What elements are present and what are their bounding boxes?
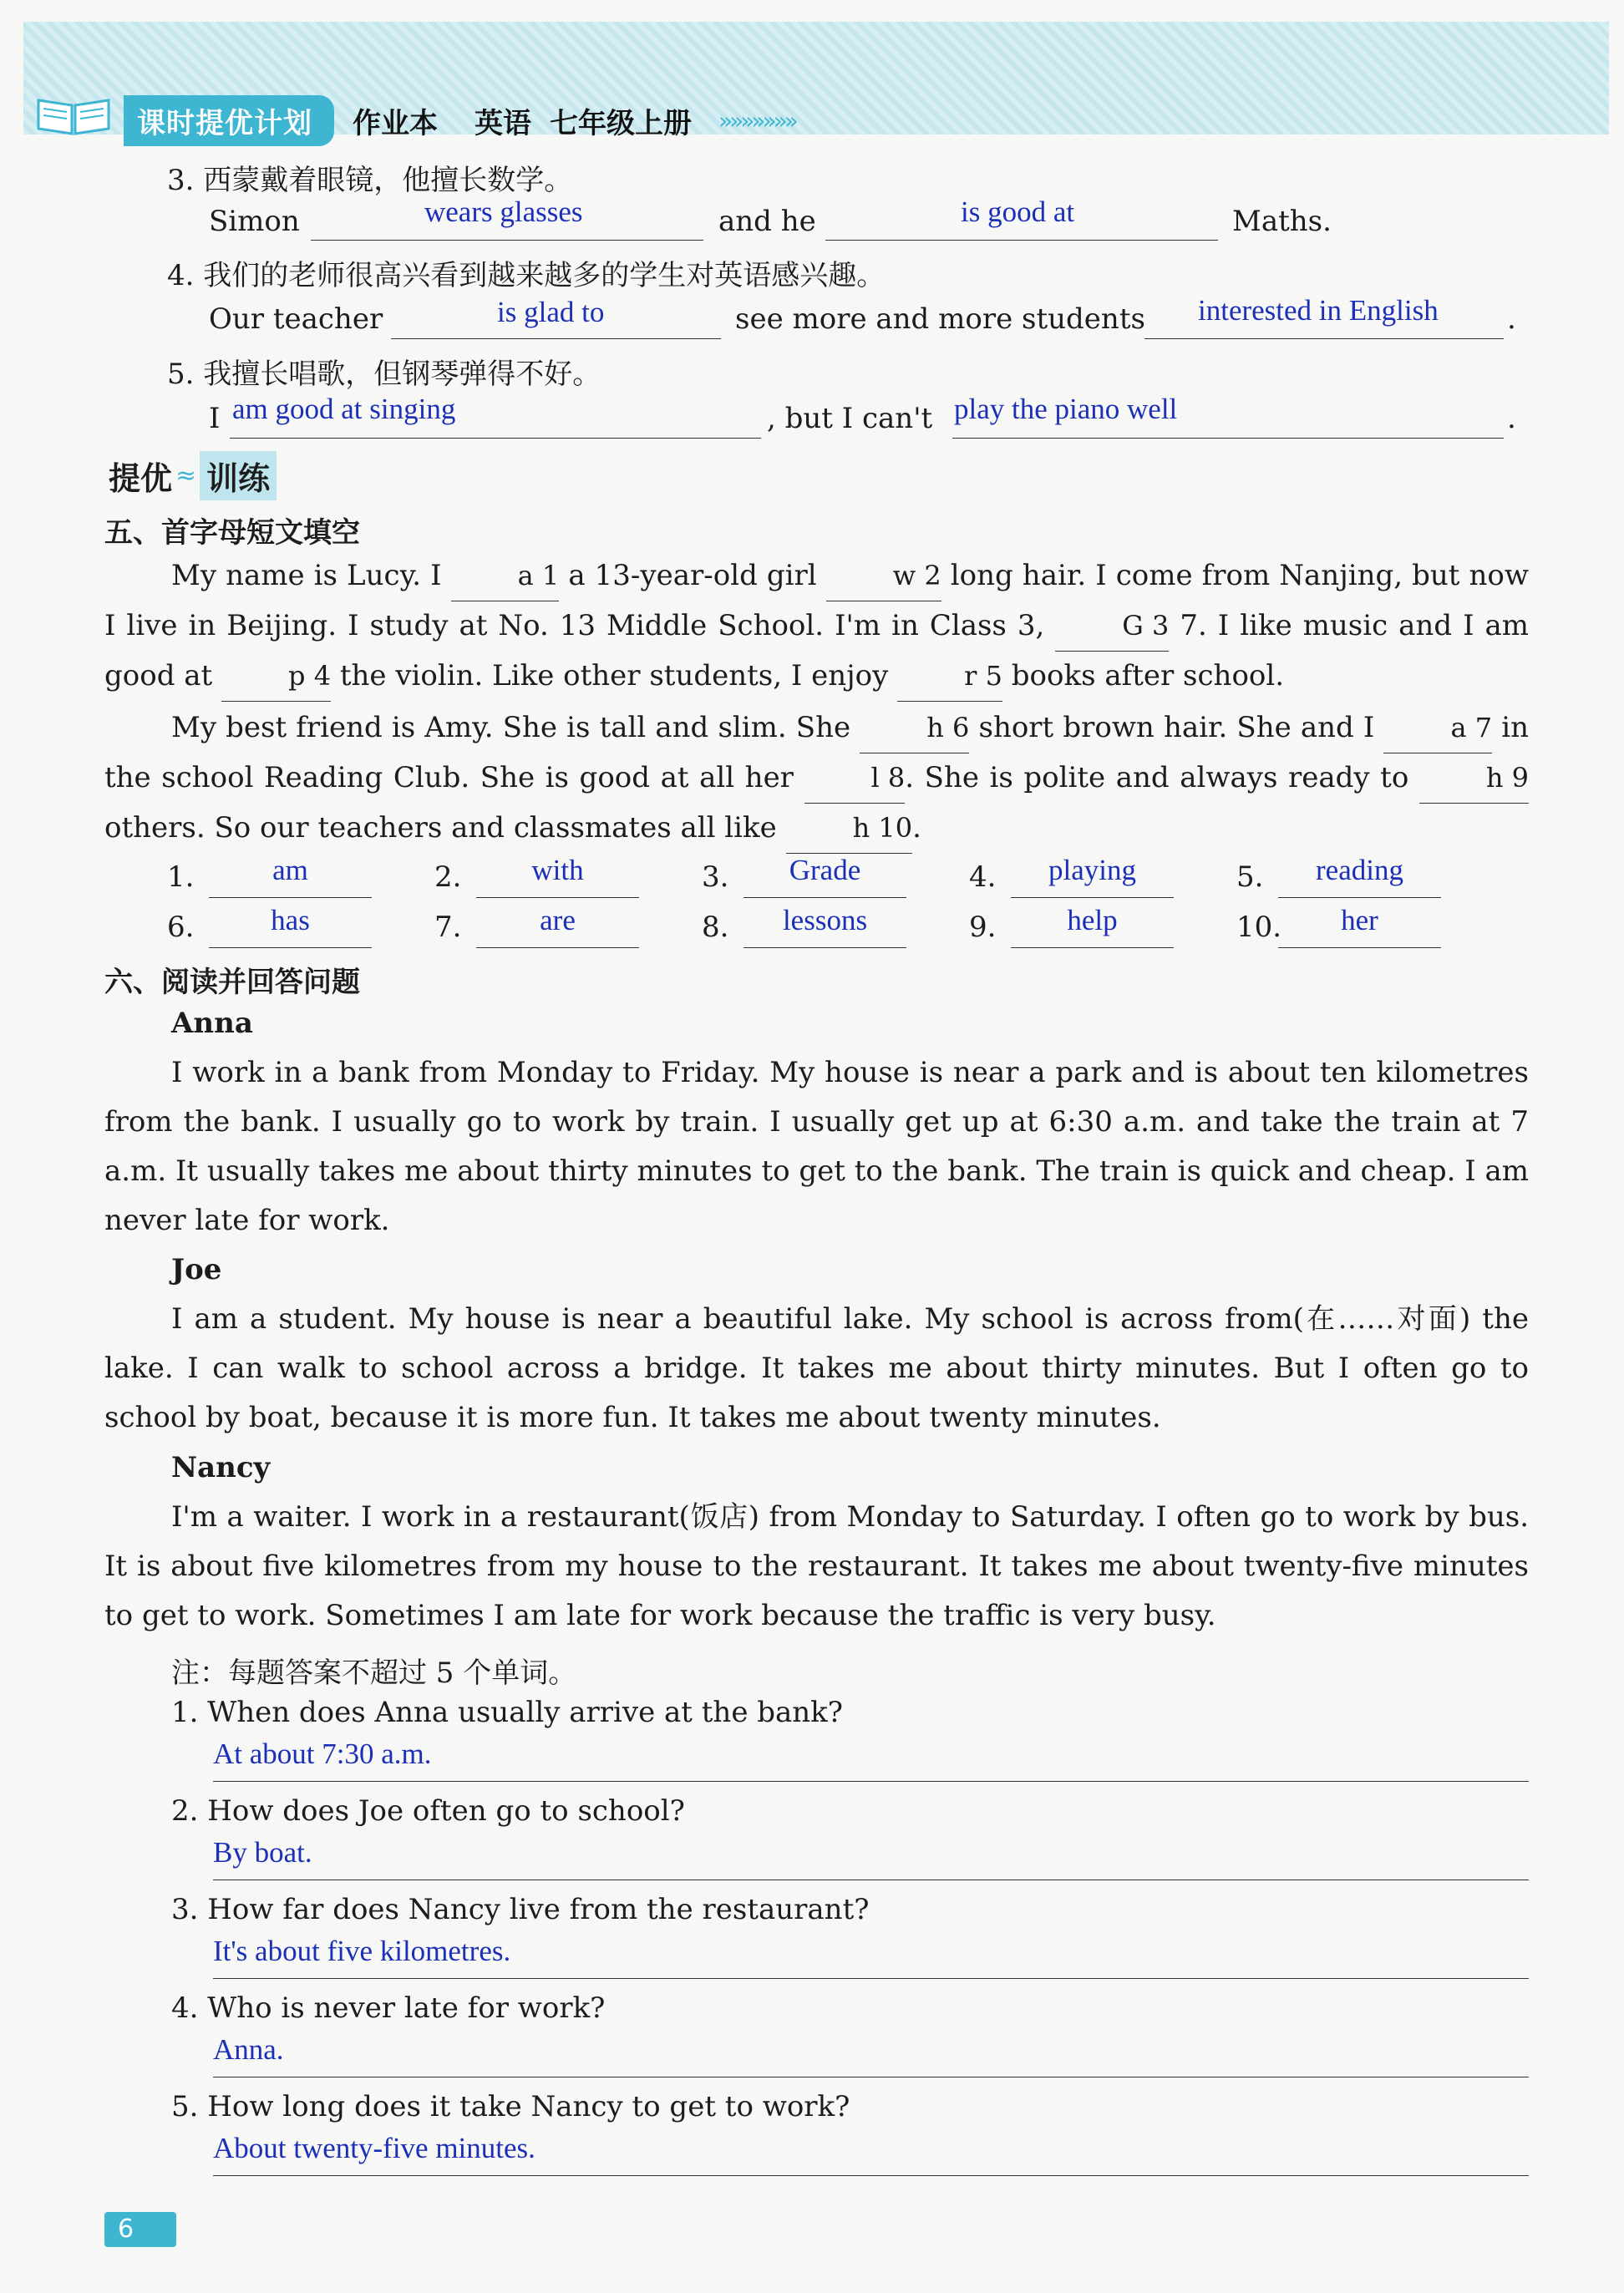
q5-blank-1 xyxy=(230,436,761,439)
text: the violin. Like other students, I enjoy xyxy=(331,659,898,692)
chevron-right-icon: » xyxy=(157,2214,175,2247)
text: My name is Lucy. I xyxy=(171,559,451,592)
section5-paragraph-1 xyxy=(104,551,1529,702)
blank-7: a 7 xyxy=(1383,703,1492,753)
question-text: 5. How long does it take Nancy to get to work? xyxy=(171,2090,850,2123)
answer-value: with xyxy=(531,854,584,886)
answer-blank xyxy=(743,946,906,948)
q4-blank-1 xyxy=(391,337,721,339)
anna-text: I work in a bank from Monday to Friday. My house is near a park and is about ten kilometres from the bank. I usually go to work by train. I usually get up at 6:30 a.m. and take the train at 7 a.m. It usually takes me about thirty minutes to get to the bank. The train is quick and cheap. I am never late for work. xyxy=(104,1056,1529,1237)
answer-blank xyxy=(209,946,372,948)
answer-blank xyxy=(209,895,372,898)
blank-2: w 2 xyxy=(826,551,941,601)
text: short brown hair. She and I xyxy=(969,711,1384,744)
q3-prefix: Simon xyxy=(209,205,300,238)
page-number: 6 xyxy=(104,2212,176,2247)
section5-title: 五、首字母短文填空 xyxy=(104,516,360,550)
answer-value: her xyxy=(1341,904,1378,936)
blank-6: h 6 xyxy=(860,703,969,753)
nancy-name: Nancy xyxy=(171,1451,271,1484)
answer-blank xyxy=(743,895,906,898)
q3-answer-1: wears glasses xyxy=(424,195,583,228)
q3-blank-1 xyxy=(311,238,703,241)
answer-number: 6. xyxy=(167,911,195,944)
blank-10: h 10 xyxy=(786,804,913,854)
q3-chinese: 3. 西蒙戴着眼镜，他擅长数学。 xyxy=(167,164,573,197)
question-text: 1. When does Anna usually arrive at the bank? xyxy=(171,1696,844,1729)
q5-answer-1: am good at singing xyxy=(232,393,456,425)
answer-value: reading xyxy=(1316,854,1403,886)
note: 注：每题答案不超过 5 个单词。 xyxy=(171,1656,577,1690)
answer-value: are xyxy=(540,904,576,936)
q4-answer-2: interested in English xyxy=(1198,294,1439,327)
answer-line xyxy=(213,1878,1529,1880)
grade: 七年级上册 xyxy=(550,107,692,140)
answer-blank xyxy=(476,946,639,948)
tiyou-label: 提优 xyxy=(109,460,173,497)
q5-answer-2: play the piano well xyxy=(954,393,1178,425)
question-text: 4. Who is never late for work? xyxy=(171,1991,606,2025)
page-header xyxy=(23,22,1609,140)
answer-number: 5. xyxy=(1236,860,1264,894)
joe-name: Joe xyxy=(171,1253,222,1286)
answer-value: has xyxy=(271,904,310,936)
q5-blank-2 xyxy=(952,436,1504,439)
q3-suffix: Maths. xyxy=(1232,205,1332,238)
subject: 英语 xyxy=(475,107,531,140)
answer-text: Anna. xyxy=(213,2033,284,2066)
open-book-icon xyxy=(32,89,115,139)
nancy-text: I'm a waiter. I work in a restaurant(饭店) from Monday to Saturday. I often go to work by bus. It is about five kilometres from my house to the restaurant. It takes me about twenty-five minutes to get to work. Sometimes I am late for work because the traffic is very busy. xyxy=(104,1500,1529,1632)
answer-text: By boat. xyxy=(213,1836,312,1869)
answer-value: lessons xyxy=(782,904,868,936)
training-label: 训练 xyxy=(200,451,277,500)
text: long hair. I come from Nanjing, but now I live in Beijing. I study at No. 13 Middle School. I'm in Class 3, xyxy=(104,559,1529,642)
answer-blank xyxy=(476,895,639,898)
text: a 13-year-old girl xyxy=(559,559,826,592)
answer-value: Grade xyxy=(789,854,861,886)
q4-mid: see more and more students xyxy=(735,302,1145,336)
answer-blank xyxy=(1011,946,1174,948)
answer-number: 8. xyxy=(702,911,729,944)
answer-line xyxy=(213,2075,1529,2077)
section6-title: 六、阅读并回答问题 xyxy=(104,966,360,999)
q5-prefix: I xyxy=(209,402,221,435)
question-text: 3. How far does Nancy live from the restaurant? xyxy=(171,1893,870,1926)
answer-blank xyxy=(1278,895,1441,898)
answer-line xyxy=(213,1976,1529,1979)
text: My best friend is Amy. She is tall and slim. She xyxy=(171,711,860,744)
blank-3: G 3 xyxy=(1055,601,1169,652)
answer-blank xyxy=(1011,895,1174,898)
text: others. So our teachers and classmates all like xyxy=(104,811,786,845)
answer-line xyxy=(213,1779,1529,1782)
question-text: 2. How does Joe often go to school? xyxy=(171,1794,685,1828)
q5-suffix: . xyxy=(1507,402,1516,435)
answer-value: help xyxy=(1067,904,1118,936)
answer-value: am xyxy=(272,854,308,886)
joe-text: I am a student. My house is near a beautiful lake. My school is across from(在……对面) the lake. I can walk to school across a bridge. It takes me about thirty minutes. But I often go to school by boat, because it is more fun. It takes me about twenty minutes. xyxy=(104,1302,1529,1434)
answer-text: About twenty-five minutes. xyxy=(213,2132,535,2164)
answer-number: 10. xyxy=(1236,911,1282,944)
answer-number: 7. xyxy=(434,911,462,944)
answer-text: At about 7:30 a.m. xyxy=(213,1738,432,1770)
brand-title: 课时提优计划 xyxy=(124,95,334,146)
q4-prefix: Our teacher xyxy=(209,302,383,336)
text: 7. I like music and I am good at xyxy=(104,609,1529,692)
wave-icon: ≈ xyxy=(175,461,197,490)
q5-mid: , but I can't xyxy=(767,402,933,435)
q4-chinese: 4. 我们的老师很高兴看到越来越多的学生对英语感兴趣。 xyxy=(167,259,886,292)
blank-4: p 4 xyxy=(221,652,331,702)
q3-blank-2 xyxy=(825,238,1218,241)
q3-mid: and he xyxy=(718,205,816,238)
anna-name: Anna xyxy=(171,1007,253,1040)
tiyou-training-heading xyxy=(109,451,277,500)
q3-answer-2: is good at xyxy=(961,195,1075,228)
q4-answer-1: is glad to xyxy=(497,296,605,328)
text: . xyxy=(912,811,921,845)
answer-number: 9. xyxy=(969,911,997,944)
blank-5: r 5 xyxy=(897,652,1002,702)
answer-number: 4. xyxy=(969,860,997,894)
answer-line xyxy=(213,2174,1529,2176)
section5-paragraph-2 xyxy=(104,703,1529,854)
answer-value: playing xyxy=(1048,854,1136,886)
answer-number: 1. xyxy=(167,860,195,894)
answer-blank xyxy=(1278,946,1441,948)
answer-number: 2. xyxy=(434,860,462,894)
q5-chinese: 5. 我擅长唱歌，但钢琴弹得不好。 xyxy=(167,358,601,391)
blank-9: h 9 xyxy=(1419,753,1529,804)
answer-number: 3. xyxy=(702,860,729,894)
text: in the school Reading Club. She is good at all her xyxy=(104,711,1529,794)
text: books after school. xyxy=(1002,659,1285,692)
book-type: 作业本 xyxy=(353,107,438,140)
blank-1: a 1 xyxy=(451,551,560,601)
text: . She is polite and always ready to xyxy=(905,761,1419,794)
q4-suffix: . xyxy=(1507,302,1516,336)
chevron-icon: »»»»»»» xyxy=(718,107,795,134)
answer-text: It's about five kilometres. xyxy=(213,1935,511,1967)
blank-8: l 8 xyxy=(804,753,906,804)
q4-blank-2 xyxy=(1144,337,1504,339)
